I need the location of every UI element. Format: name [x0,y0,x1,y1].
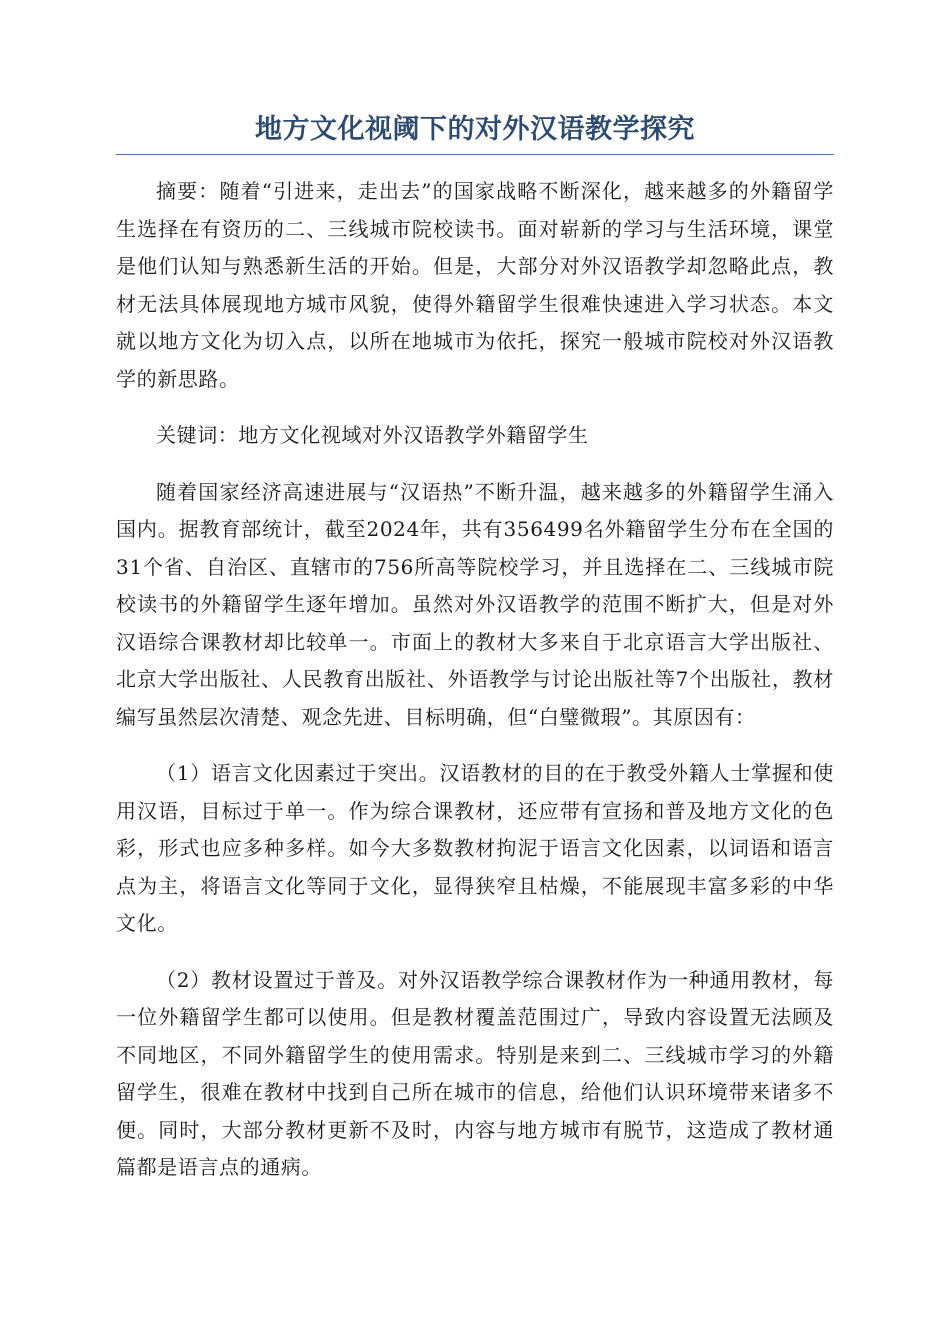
abstract-paragraph: 摘要：随着“引进来，走出去”的国家战略不断深化，越来越多的外籍留学生选择在有资历的二、三线城市院校读书。面对崭新的学习与生活环境，课堂是他们认知与熟悉新生活的开始。但是，大部分对外汉语教学却忽略此点，教材无法具体展现地方城市风貌，使得外籍留学生很难快速进入学习状态。本文就以地方文化为切入点，以所在地城市为依托，探究一般城市院校对外汉语教学的新思路。 [116,179,834,391]
document-title: 地方文化视阈下的对外汉语教学探究 [255,114,695,145]
title-underline [116,154,834,155]
point-2-paragraph: （2）教材设置过于普及。对外汉语教学综合课教材作为一种通用教材，每一位外籍留学生都可以使用。但是教材覆盖范围过广，导致内容设置无法顾及不同地区，不同外籍留学生的使用需求。特别是来到二、三线城市学习的外籍留学生，很难在教材中找到自己所在城市的信息，给他们认识环境带来诸多不便。同时，大部分教材更新不及时，内容与地方城市有脱节，这造成了教材通篇都是语言点的通病。 [116,967,834,1179]
intro-paragraph: 随着国家经济高速进展与“汉语热”不断升温，越来越多的外籍留学生涌入国内。据教育部统计，截至2024年，共有356499名外籍留学生分布在全国的31个省、自治区、直辖市的756所高等院校学习，并且选择在二、三线城市院校读书的外籍留学生逐年增加。虽然对外汉语教学的范围不断扩大，但是对外汉语综合课教材却比较单一。市面上的教材大多来自于北京语言大学出版社、北京大学出版社、人民教育出版社、外语教学与讨论出版社等7个出版社，教材编写虽然层次清楚、观念先进、目标明确，但“白璧微瑕”。其原因有： [116,479,834,729]
document-page [116,108,834,1206]
keywords-paragraph: 关键词：地方文化视域对外汉语教学外籍留学生 [156,423,589,447]
point-1-paragraph: （1）语言文化因素过于突出。汉语教材的目的在于教受外籍人士掌握和使用汉语，目标过于单一。作为综合课教材，还应带有宣扬和普及地方文化的色彩，形式也应多种多样。如今大多数教材拘泥于语言文化因素，以词语和语言点为主，将语言文化等同于文化，显得狭窄且枯燥，不能展现丰富多彩的中华文化。 [116,761,834,935]
